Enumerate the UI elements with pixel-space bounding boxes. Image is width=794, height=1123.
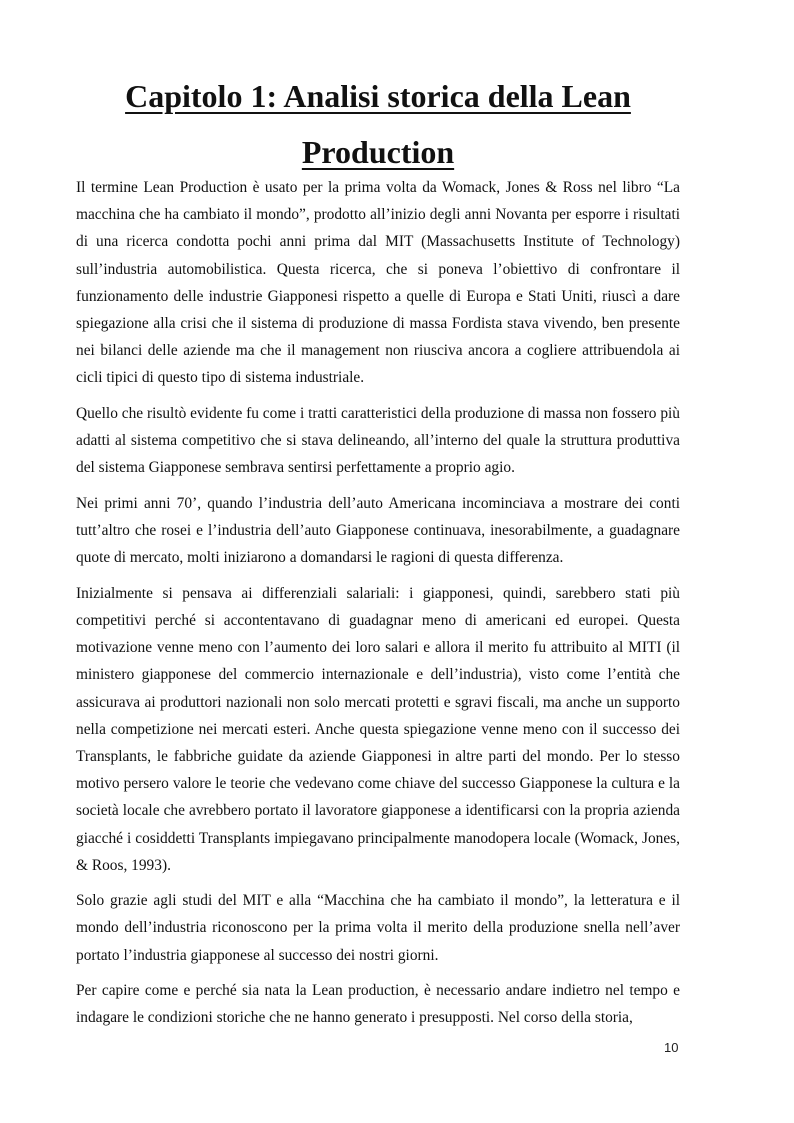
paragraph-5: Solo grazie agli studi del MIT e alla “Macchina che ha cambiato il mondo”, la letteratura e il mondo dell’industria riconoscono per la prima volta il merito della produzione snella nell’aver portato l’industria giapponese al successo dei nostri giorni. [76, 892, 680, 964]
paragraph-6: Per capire come e perché sia nata la Lean production, è necessario andare indietro nel tempo e indagare le condizioni storiche che ne hanno generato i presupposti. Nel corso della storia, [76, 982, 680, 1027]
paragraph-1: Il termine Lean Production è usato per la prima volta da Womack, Jones & Ross nel libro “La macchina che ha cambiato il mondo”, prodotto all’inizio degli anni Novanta per esporre i risultati di una ricerca condotta pochi anni prima dal MIT (Massachusetts Institute of Technology) sull’industria automobilistica. Questa ricerca, che si poneva l’obiettivo di confrontare il funzionamento delle industrie Giapponesi rispetto a quelle di Europa e Stati Uniti, riuscì a dare spiegazione alla crisi che il sistema di produzione di massa Fordista stava vivendo, ben presente nei bilanci delle aziende ma che il management non riusciva ancora a cogliere attribuendola ai cicli tipici di questo tipo di sistema industriale. [76, 179, 680, 387]
chapter-title [76, 68, 680, 180]
page-number: 10 [664, 1040, 679, 1055]
paragraph-4: Inizialmente si pensava ai differenziali salariali: i giapponesi, quindi, sarebbero stati più competitivi perché si accontentavano di guadagnar meno di americani ed europei. Questa motivazione venne meno con l’aumento dei loro salari e allora il merito fu attribuito al MITI (il ministero giapponese del commercio internazionale e dell’industria), visto come l’entità che assicurava ai produttori nazionali non solo mercati protetti e sgravi fiscali, ma anche un supporto nella competizione nei mercati esteri. Anche questa spiegazione venne meno con il successo dei Transplants, le fabbriche guidate da aziende Giapponesi in altre parti del mondo. Per lo stesso motivo persero valore le teorie che vedevano come chiave del successo Giapponese la cultura e la società locale che avrebbero portato il lavoratore giapponese a identificarsi con la propria azienda giacché i cosiddetti Transplants impiegavano principalmente manodopera locale (Womack, Jones, & Roos, 1993). [76, 584, 680, 874]
paragraph-3: Nei primi anni 70’, quando l’industria dell’auto Americana incominciava a mostrare dei conti tutt’altro che rosei e l’industria dell’auto Giapponese continuava, inesorabilmente, a guadagnare quote di mercato, molti iniziarono a domandarsi le ragioni di questa differenza. [76, 494, 680, 567]
paragraph-2: Quello che risultò evidente fu come i tratti caratteristici della produzione di massa non fossero più adatti al sistema competitivo che si stava delineando, all’interno del quale la struttura produttiva del sistema Giapponese sembrava sentirsi perfettamente a proprio agio. [76, 404, 680, 477]
chapter-title-line-2: Production [301, 134, 455, 170]
body-text [76, 174, 680, 1040]
chapter-title-line-1: Capitolo 1: Analisi storica della Lean [125, 78, 631, 114]
